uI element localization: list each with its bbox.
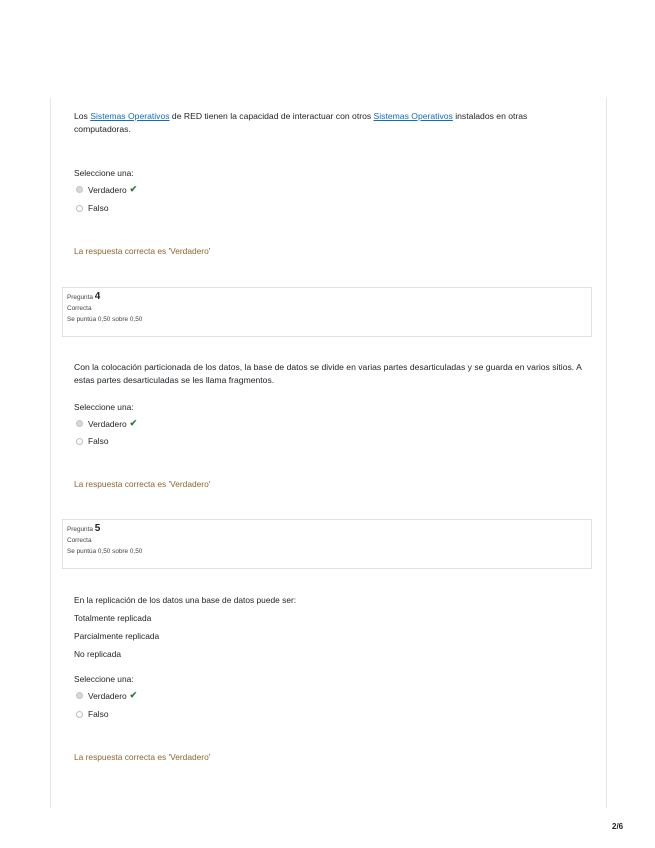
question-3-text: Los Sistemas Operativos de RED tienen la capacidad de interactuar con otros Sistemas Operativos instalados en otras computadoras. <box>74 111 528 134</box>
option-label: Verdadero <box>88 418 127 429</box>
question-3-feedback: La respuesta correcta es 'Verdadero' <box>74 246 211 256</box>
radio-unchecked[interactable] <box>76 205 83 212</box>
question-3-option-false[interactable] <box>76 203 108 213</box>
question-3-option-true[interactable] <box>76 184 137 195</box>
link-sistemas-operativos-1[interactable]: Sistemas Operativos <box>90 111 170 121</box>
question-4-option-true[interactable] <box>76 418 137 429</box>
radio-unchecked[interactable] <box>76 438 83 445</box>
check-icon: ✔ <box>129 418 138 428</box>
question-number: 5 <box>94 523 101 534</box>
question-label: Pregunta <box>67 526 93 533</box>
question-4-text: Con la colocación particionada de los datos, la base de datos se divide en varias partes desarticuladas y se guarda en varios sitios. A estas partes desarticuladas se les llama fragmentos. <box>74 362 582 385</box>
option-label: Verdadero <box>88 184 127 195</box>
list-item: Parcialmente replicada <box>74 631 160 641</box>
question-4-prompt: Seleccione una: <box>74 402 134 412</box>
question-3-prompt: Seleccione una: <box>74 168 134 178</box>
page-number: 2/6 <box>612 822 624 831</box>
question-5-option-false[interactable] <box>76 709 108 719</box>
question-5-option-true[interactable] <box>76 690 137 701</box>
radio-unchecked[interactable] <box>76 711 83 718</box>
quiz-content-frame <box>50 98 607 808</box>
question-score: Se puntúa 0,50 sobre 0,50 <box>67 316 143 323</box>
radio-checked[interactable] <box>76 420 83 427</box>
question-status: Correcta <box>67 305 92 312</box>
question-5-feedback: La respuesta correcta es 'Verdadero' <box>74 752 211 762</box>
list-item: No replicada <box>74 649 122 659</box>
question-4-option-false[interactable] <box>76 436 108 446</box>
option-label: Verdadero <box>88 690 127 701</box>
option-label: Falso <box>88 436 109 446</box>
check-icon: ✔ <box>129 184 138 194</box>
list-item: Totalmente replicada <box>74 613 152 623</box>
question-number: 4 <box>94 291 101 302</box>
option-label: Falso <box>88 203 109 213</box>
question-5-prompt: Seleccione una: <box>74 674 134 684</box>
radio-checked[interactable] <box>76 186 83 193</box>
question-4-info-box <box>62 287 592 337</box>
option-label: Falso <box>88 709 109 719</box>
question-label: Pregunta <box>67 294 93 301</box>
question-4-feedback: La respuesta correcta es 'Verdadero' <box>74 479 211 489</box>
question-status: Correcta <box>67 537 92 544</box>
question-score: Se puntúa 0,50 sobre 0,50 <box>67 548 143 555</box>
question-5-text: En la replicación de los datos una base de datos puede ser: <box>74 595 297 605</box>
question-5-info-box <box>62 519 592 569</box>
link-sistemas-operativos-2[interactable]: Sistemas Operativos <box>373 111 453 121</box>
radio-checked[interactable] <box>76 692 83 699</box>
check-icon: ✔ <box>129 690 138 700</box>
